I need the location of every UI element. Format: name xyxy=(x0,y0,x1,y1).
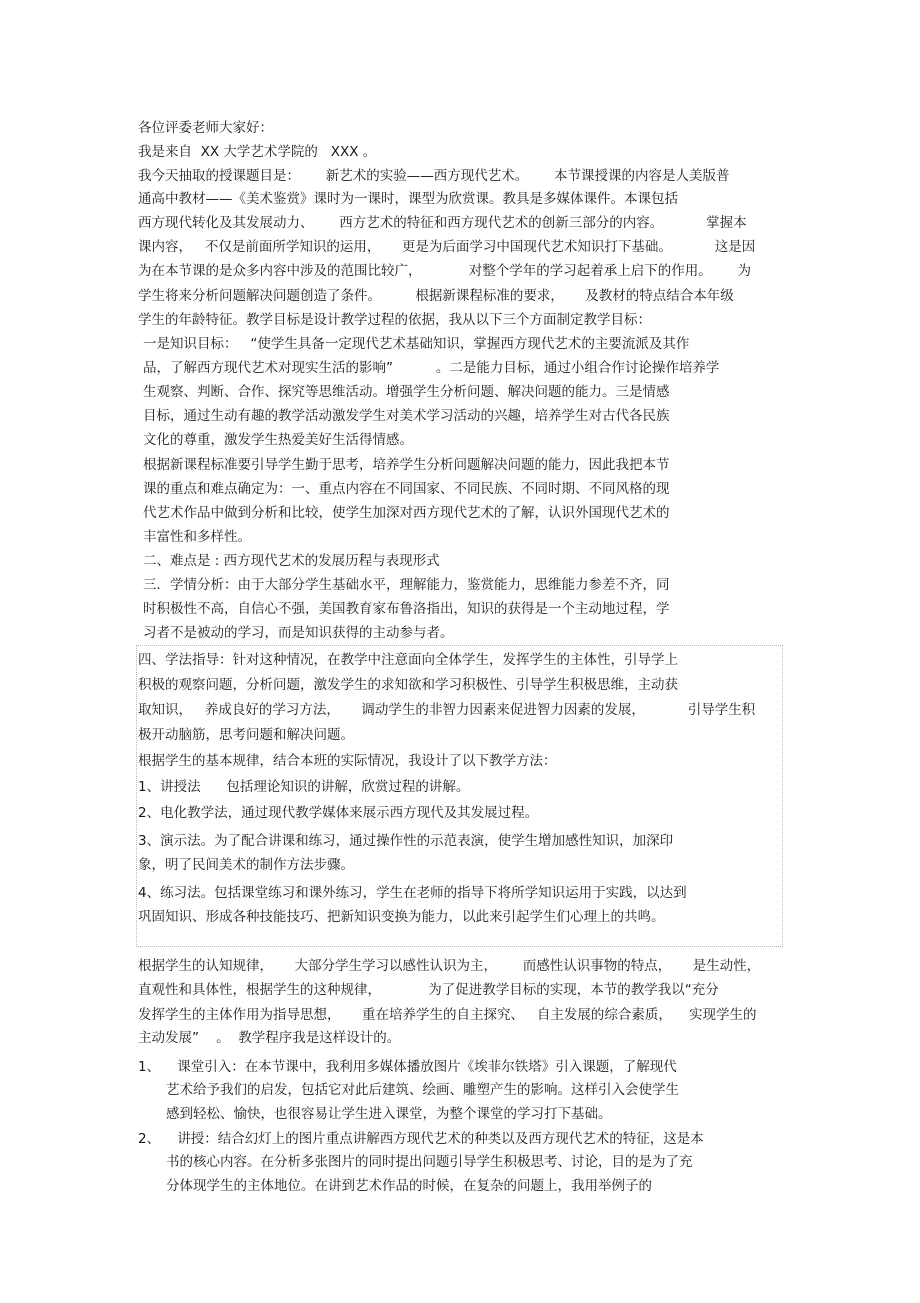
text-line: 习者不是被动的学习，而是知识获得的主动参与者。 xyxy=(143,625,454,641)
text-line: 根据学生的认知规律， 大部分学生学习以感性认识为主， 而感性认识事物的特点， 是生动性， xyxy=(138,958,761,974)
list-item-1-line: 1、 课堂引入：在本节课中，我利用多媒体播放图片《埃菲尔铁塔》引入课题，了解现代 xyxy=(138,1059,677,1075)
text-line: 我是来自 XX 大学艺术学院的 XXX 。 xyxy=(138,144,377,160)
text-line: 积极的观察问题，分析问题，激发学生的求知欲和学习积极性、引导学生积极思维，主动获 xyxy=(138,677,678,693)
text-line: 学生的年龄特征。教学目标是设计教学过程的依据，我从以下三个方面制定教学目标： xyxy=(138,312,651,328)
list-item-2-line: 书的核心内容。在分析多张图片的同时提出问题引导学生积极思考、讨论，目的是为了充 xyxy=(166,1154,693,1170)
text-line: 取知识， 养成良好的学习方法， 调动学生的非智力因素来促进智力因素的发展， 引导学生积 xyxy=(138,702,756,718)
text-line: 课的重点和难点确定为：一、重点内容在不同国家、不同民族、不同时期、不同风格的现 xyxy=(143,481,670,497)
text-line: 三．学情分析：由于大部分学生基础水平，理解能力，鉴赏能力，思维能力参差不齐，同 xyxy=(143,577,670,593)
text-line: 二、难点是 : 西方现代艺术的发展历程与表现形式 xyxy=(143,553,440,569)
list-item-2-line: 2、 讲授：结合幻灯上的图片重点讲解西方现代艺术的种类以及西方现代艺术的特征，这是本 xyxy=(138,1131,704,1147)
text-line: 2、电化教学法，通过现代教学媒体来展示西方现代及其发展过程。 xyxy=(138,805,539,821)
text-line: 文化的尊重，激发学生热爱美好生活得情感。 xyxy=(143,432,413,448)
text-line: 生观察、判断、合作、探究等思维活动。增强学生分析问题、解决问题的能力。三是情感 xyxy=(143,384,670,400)
list-item-1-line: 艺术给予我们的启发，包括它对此后建筑、绘画、雕塑产生的影响。这样引入会使学生 xyxy=(166,1082,679,1098)
text-line: 我今天抽取的授课题目是： 新艺术的实验——西方现代艺术。 本节课授课的内容是人美版普 xyxy=(138,168,730,184)
text-line: 为在本节课的是众多内容中涉及的范围比较广， 对整个学年的学习起着承上启下的作用。 为 xyxy=(138,263,751,279)
text-line: 通高中教材——《美术鉴赏》课时为一课时，课型为欣赏课。教具是多媒体课件。本课包括 xyxy=(138,191,678,207)
text-line: 学生将来分析问题解决问题创造了条件。 根据新课程标准的要求， 及教材的特点结合本年级 xyxy=(138,288,734,304)
text-line: 品，了解西方现代艺术对现实生活的影响” 。二是能力目标，通过小组合作讨论操作培养学 xyxy=(143,360,720,376)
text-line: 西方现代转化及其发展动力、 西方艺术的特征和西方现代艺术的创新三部分的内容。 掌握本 xyxy=(138,215,747,231)
text-line: 各位评委老师大家好： xyxy=(138,120,273,136)
text-line: 根据新课程标准要引导学生勤于思考，培养学生分析问题解决问题的能力，因此我把本节 xyxy=(143,457,670,473)
text-line: 巩固知识、形成各种技能技巧、把新知识变换为能力，以此来引起学生们心理上的共鸣。 xyxy=(138,909,665,925)
text-line: 极开动脑筋，思考问题和解决问题。 xyxy=(138,727,354,743)
text-line: 象，明了民间美术的制作方法步骤。 xyxy=(138,857,354,873)
text-line: 直观性和具体性，根据学生的这种规律， 为了促进教学目标的实现，本节的教学我以“充分 xyxy=(138,982,719,998)
text-line: 1、讲授法 包括理论知识的讲解，欣赏过程的讲解。 xyxy=(138,779,470,795)
text-line: 丰富性和多样性。 xyxy=(143,529,251,545)
text-line: 3、演示法。为了配合讲课和练习，通过操作性的示范表演，使学生增加感性知识，加深印 xyxy=(138,833,674,849)
text-line: 四、学法指导：针对这种情况，在教学中注意面向全体学生，发挥学生的主体性，引导学上 xyxy=(138,652,678,668)
text-line: 4、练习法。包括课堂练习和课外练习，学生在老师的指导下将所学知识运用于实践，以达到 xyxy=(138,885,687,901)
text-line: 目标，通过生动有趣的教学活动激发学生对美术学习活动的兴趣，培养学生对古代各民族 xyxy=(143,408,670,424)
text-line: 一是知识目标： “使学生具备一定现代艺术基础知识，掌握西方现代艺术的主要流派及其作 xyxy=(143,336,690,352)
text-line: 时积极性不高，自信心不强，美国教育家布鲁洛指出，知识的获得是一个主动地过程，学 xyxy=(143,601,670,617)
text-line: 主动发展” 。 教学程序我是这样设计的。 xyxy=(138,1030,401,1046)
text-line: 发挥学生的主体作用为指导思想， 重在培养学生的自主探究、 自主发展的综合素质， 实现学生的 xyxy=(138,1007,757,1023)
text-line: 根据学生的基本规律，结合本班的实际情况，我设计了以下教学方法： xyxy=(138,753,557,769)
text-line: 代艺术作品中做到分析和比较，使学生加深对西方现代艺术的了解，认识外国现代艺术的 xyxy=(143,505,670,521)
text-line: 课内容， 不仅是前面所学知识的运用， 更是为后面学习中国现代艺术知识打下基础。 这是因 xyxy=(138,239,756,255)
list-item-1-line: 感到轻松、愉快，也很容易让学生进入课堂，为整个课堂的学习打下基础。 xyxy=(166,1106,612,1122)
list-item-2-line: 分体现学生的主体地位。在讲到艺术作品的时候，在复杂的问题上，我用举例子的 xyxy=(166,1178,652,1194)
